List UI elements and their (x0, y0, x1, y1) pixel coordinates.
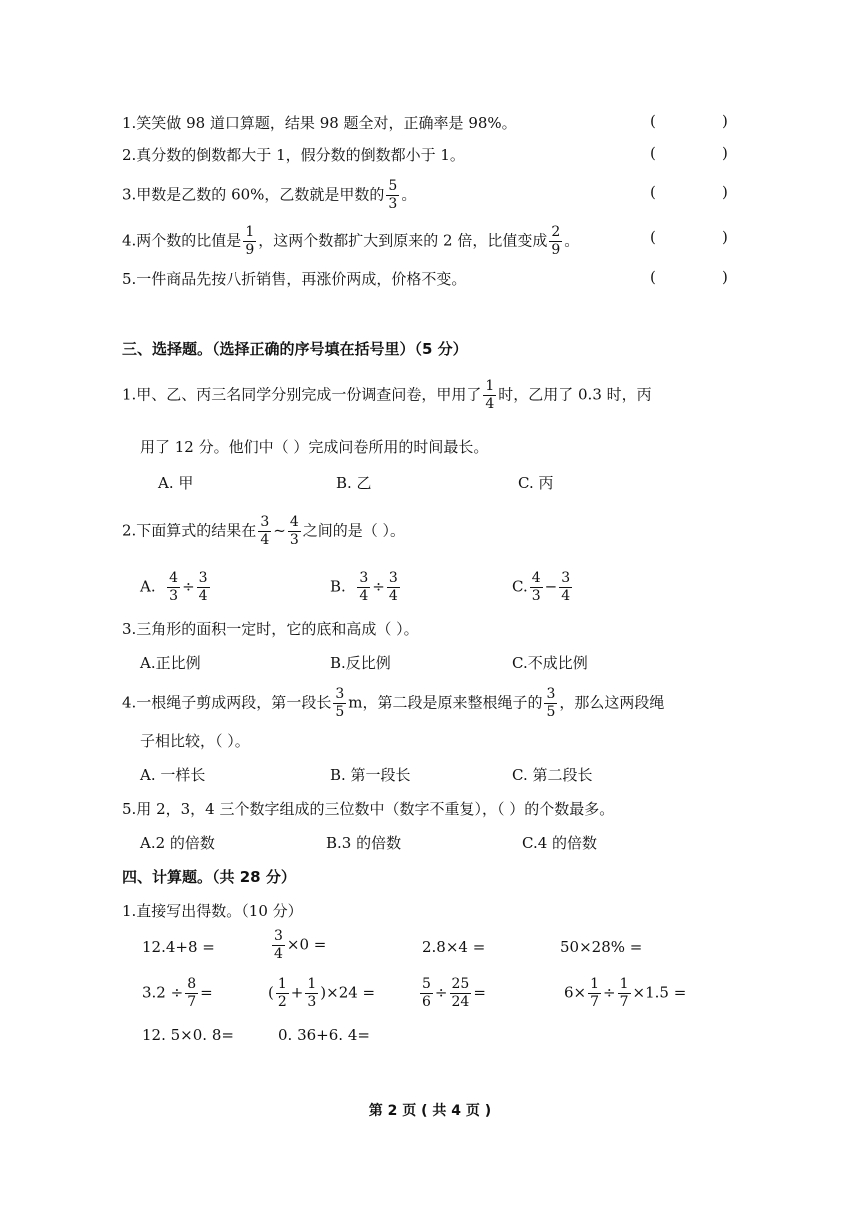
answer-paren-close: ) (722, 112, 728, 130)
choice-q3: 3.三角形的面积一定时，它的底和高成（ ）。 (122, 620, 419, 638)
judge-q1: 1.笑笑做 98 道口算题，结果 98 题全对，正确率是 98%。 (122, 114, 517, 132)
calc-r1c2: $\frac{3}{4}$ ×0 = (274, 928, 327, 962)
choice-q1-option-c[interactable]: C. 丙 (518, 474, 554, 492)
choice-q4: 4.一根绳子剪成两段，第一段长 $\frac{3}{5}$ m，第二段是原来整根绳子的 $\frac{3}{5}$ ，那么这两段绳 (122, 686, 665, 720)
choice-q1-option-a[interactable]: A. 甲 (158, 474, 194, 492)
calc-r2c3: $\frac{5}{6}$ ÷ $\frac{25}{24}$ = (422, 976, 486, 1010)
calc-r3c2: 0. 36+6. 4= (278, 1026, 370, 1044)
judge-q4: 4.两个数的比值是 $\frac{1}{9}$ ，这两个数都扩大到原来的 2 倍，比值变成 $\frac{2}{9}$ 。 (122, 224, 580, 258)
choice-q5-option-c[interactable]: C.4 的倍数 (522, 834, 598, 852)
answer-paren-close: ) (722, 268, 728, 286)
choice-q4-option-a[interactable]: A. 一样长 (140, 766, 206, 784)
calc-r2c2: ( $\frac{1}{2}$ + $\frac{1}{3}$ )×24 = (268, 976, 376, 1010)
choice-q1-option-b[interactable]: B. 乙 (336, 474, 372, 492)
calc-r1c3: 2.8×4 = (422, 938, 486, 956)
choice-q4-option-b[interactable]: B. 第一段长 (330, 766, 411, 784)
fraction: $\frac{3}{5}$ (335, 686, 345, 720)
calc-r2c4: 6× $\frac{1}{7}$ ÷ $\frac{1}{7}$ ×1.5 = (564, 976, 687, 1010)
answer-paren-open[interactable]: ( (650, 112, 656, 130)
choice-q1-line2: 用了 12 分。他们中（ ）完成问卷所用的时间最长。 (140, 438, 489, 456)
choice-q2-option-b[interactable]: B. $\frac{3}{4}$ ÷ $\frac{3}{4}$ (330, 570, 398, 604)
choice-q2-option-a[interactable]: A. $\frac{4}{3}$ ÷ $\frac{3}{4}$ (140, 570, 208, 604)
answer-paren-close: ) (722, 183, 728, 201)
choice-q3-option-b[interactable]: B.反比例 (330, 654, 391, 672)
answer-paren-close: ) (722, 228, 728, 246)
fraction: $\frac{2}{9}$ (551, 224, 561, 258)
judge-q3: 3.甲数是乙数的 60%，乙数就是甲数的 $\frac{5}{3}$ 。 (122, 178, 417, 212)
judge-q5: 5.一件商品先按八折销售，再涨价两成，价格不变。 (122, 270, 467, 288)
section4-title: 四、计算题。（共 28 分） (122, 868, 296, 886)
answer-paren-open[interactable]: ( (650, 144, 656, 162)
calc-r1c1: 12.4+8 = (142, 938, 215, 956)
answer-paren-close: ) (722, 144, 728, 162)
fraction: $\frac{5}{3}$ (388, 178, 398, 212)
fraction: $\frac{3}{5}$ (546, 686, 556, 720)
choice-q2-option-c[interactable]: C. $\frac{4}{3}$ − $\frac{3}{4}$ (512, 570, 571, 604)
section3-title: 三、选择题。（选择正确的序号填在括号里）（5 分） (122, 340, 468, 358)
choice-q3-option-a[interactable]: A.正比例 (140, 654, 201, 672)
calc-r1c4: 50×28% = (560, 938, 643, 956)
fraction: $\frac{4}{3}$ (289, 514, 299, 548)
choice-q1: 1.甲、乙、丙三名同学分别完成一份调查问卷，甲用了 $\frac{1}{4}$ 时，乙用了 0.3 时，丙 (122, 378, 652, 412)
calc-r2c1: 3.2 ÷ $\frac{8}{7}$ = (142, 976, 213, 1010)
choice-q5-option-a[interactable]: A.2 的倍数 (140, 834, 215, 852)
choice-q4-option-c[interactable]: C. 第二段长 (512, 766, 593, 784)
choice-q2: 2.下面算式的结果在 $\frac{3}{4}$ ~ $\frac{4}{3}$ 之间的是（ ）。 (122, 514, 406, 548)
judge-q2: 2.真分数的倒数都大于 1，假分数的倒数都小于 1。 (122, 146, 465, 164)
fraction: $\frac{1}{4}$ (485, 378, 495, 412)
fraction: $\frac{3}{4}$ (260, 514, 270, 548)
answer-paren-open[interactable]: ( (650, 228, 656, 246)
choice-q4-line2: 子相比较，（ ）。 (140, 732, 250, 750)
choice-q5: 5.用 2，3，4 三个数字组成的三位数中（数字不重复），（ ）的个数最多。 (122, 800, 615, 818)
fraction: $\frac{1}{9}$ (245, 224, 255, 258)
page-footer: 第 2 页 ( 共 4 页 ) (368, 1103, 492, 1119)
section4-sub1: 1.直接写出得数。（10 分） (122, 902, 303, 920)
choice-q3-option-c[interactable]: C.不成比例 (512, 654, 588, 672)
calc-r3c1: 12. 5×0. 8= (142, 1026, 234, 1044)
answer-paren-open[interactable]: ( (650, 183, 656, 201)
answer-paren-open[interactable]: ( (650, 268, 656, 286)
choice-q5-option-b[interactable]: B.3 的倍数 (326, 834, 402, 852)
